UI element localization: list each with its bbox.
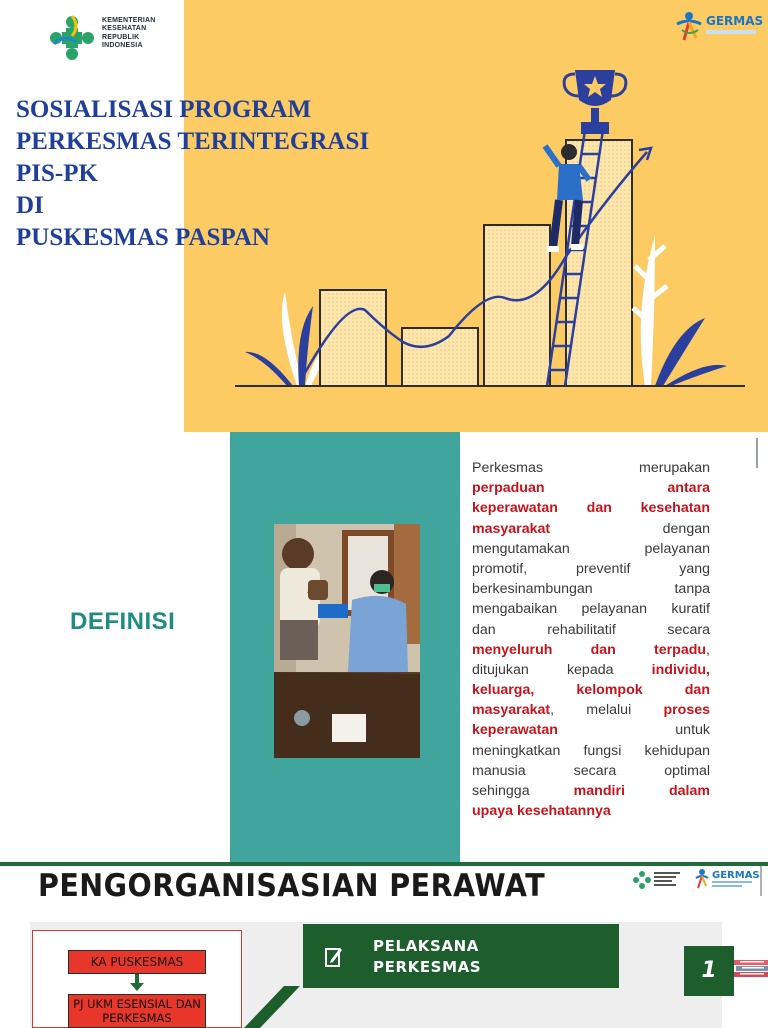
definition-line xyxy=(472,599,710,619)
kemenkes-line: KESEHATAN xyxy=(102,25,147,33)
body-text: manusia secara optimal xyxy=(472,762,710,779)
definition-line xyxy=(472,680,710,700)
definition-line xyxy=(472,801,710,821)
emphasis-text: perpaduan antara xyxy=(472,480,710,497)
kemenkes-line: REPUBLIK xyxy=(102,33,140,41)
definition-line xyxy=(472,640,710,660)
slide-edge-marker xyxy=(760,866,762,896)
kemenkes-line: KEMENTERIAN xyxy=(102,17,156,24)
body-text: berkesinambungan tanpa xyxy=(472,581,710,598)
body-text: mengabaikan pelayanan kuratif xyxy=(472,601,710,618)
emphasis-text: keperawatan dan kesehatan xyxy=(472,500,710,517)
definition-line xyxy=(472,741,710,761)
definition-line xyxy=(472,761,710,781)
definition-line xyxy=(472,559,710,579)
definition-slide xyxy=(0,432,768,862)
definition-line xyxy=(472,519,710,539)
cover-slide xyxy=(0,0,768,432)
emphasis-text: proses xyxy=(663,702,710,719)
header-logos xyxy=(632,866,766,892)
body-text: meningkatkan fungsi kehidupan xyxy=(472,742,710,759)
slide-edge-marker xyxy=(756,438,758,468)
kemenkes-name xyxy=(102,17,156,51)
emphasis-text: upaya kesehatannya xyxy=(472,803,611,820)
emphasis-text: individu, xyxy=(651,661,710,678)
emphasis-text: menyeluruh dan terpadu xyxy=(472,641,707,658)
definition-line xyxy=(472,620,710,640)
book-stack-icon xyxy=(734,958,768,978)
body-text: dengan xyxy=(550,520,710,537)
pelaksana-line: PERKESMAS xyxy=(373,958,482,976)
definition-line xyxy=(472,700,710,720)
bar-3 xyxy=(484,225,550,386)
title-line: PIS-PK xyxy=(16,160,98,187)
definition-line xyxy=(472,539,710,559)
body-text: mengutamakan pelayanan xyxy=(472,540,710,557)
emphasis-text: keperawatan xyxy=(472,722,558,739)
body-text: , xyxy=(706,641,710,658)
pelaksana-label xyxy=(373,936,481,978)
kemenkes-line: INDONESIA xyxy=(102,42,143,50)
emphasis-text: keluarga, kelompok dan xyxy=(472,682,710,699)
definition-line xyxy=(472,478,710,498)
down-arrow-head-icon xyxy=(130,983,144,991)
title-line: PUSKESMAS PASPAN xyxy=(16,224,270,251)
definition-line xyxy=(472,660,710,680)
body-text: dan rehabilitatif secara xyxy=(472,621,710,638)
body-text: Perkesmas merupakan xyxy=(472,460,710,476)
definition-line xyxy=(472,579,710,599)
emphasis-text: masyarakat xyxy=(472,520,551,537)
body-text: , melalui xyxy=(550,702,664,719)
nurse-home-visit-photo xyxy=(274,524,420,758)
svg-text:GERMAS: GERMAS xyxy=(712,870,760,881)
definition-text xyxy=(472,458,710,821)
emphasis-text: masyarakat xyxy=(472,702,551,719)
pelaksana-line: PELAKSANA xyxy=(373,937,480,955)
title-line: SOSIALISASI PROGRAM xyxy=(16,96,312,123)
right-plant-icon xyxy=(633,236,727,386)
organization-slide xyxy=(0,862,768,1024)
definition-line xyxy=(472,781,710,801)
definition-line xyxy=(472,498,710,518)
definition-line xyxy=(472,458,710,478)
germas-label: GERMAS xyxy=(706,14,764,28)
title-line: PERKESMAS TERINTEGRASI xyxy=(16,128,370,155)
germas-figure-icon xyxy=(674,10,704,44)
kemenkes-logo-icon xyxy=(46,12,98,64)
trophy-icon xyxy=(564,70,626,134)
org-box-pj-ukm: PJ UKM ESENSIAL DAN PERKESMAS xyxy=(68,994,206,1028)
bar-2 xyxy=(402,328,478,386)
germas-logo xyxy=(674,8,764,48)
kemenkes-logo-block xyxy=(46,12,186,64)
definition-line xyxy=(472,720,710,740)
definition-heading: DEFINISI xyxy=(70,608,176,635)
body-text: sehingga xyxy=(472,783,574,799)
step-number-badge: 1 xyxy=(684,946,734,996)
germas-small-logo-icon xyxy=(696,869,760,888)
title-line: DI xyxy=(16,192,44,219)
diagonal-connector xyxy=(244,986,300,1028)
kemenkes-small-logo-icon xyxy=(633,871,680,889)
growth-chart-trophy-illustration xyxy=(235,60,745,400)
bar-1 xyxy=(320,290,386,386)
emphasis-text: mandiri dalam xyxy=(573,783,710,799)
org-box-ka-puskesmas: KA PUSKESMAS xyxy=(68,950,206,974)
edit-note-icon xyxy=(325,946,343,968)
body-text: ditujukan kepada xyxy=(472,661,652,678)
body-text: promotif, preventif yang xyxy=(472,560,710,577)
pelaksana-perkesmas-box xyxy=(303,924,619,988)
body-text: untuk xyxy=(557,722,710,739)
organization-title: PENGORGANISASIAN PERAWAT xyxy=(38,868,546,904)
germas-tagline xyxy=(706,30,756,34)
